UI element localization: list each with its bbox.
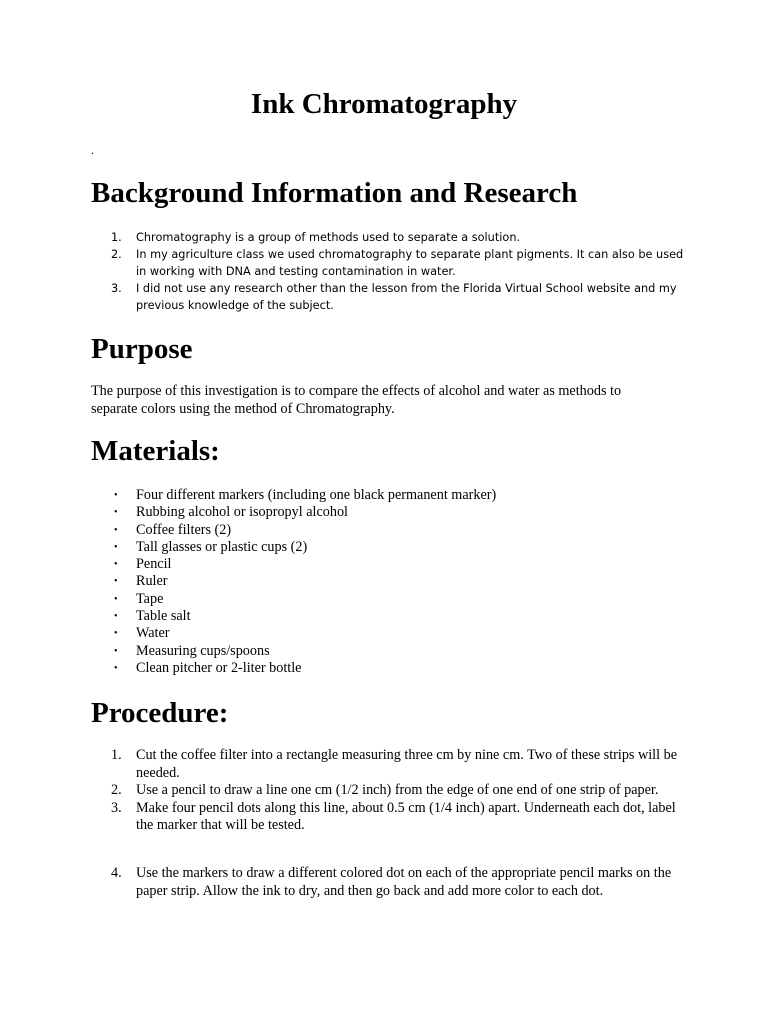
list-item-text: Make four pencil dots along this line, about 0.5 cm (1/4 inch) apart. Underneath each dot, label the marker that will be tested. xyxy=(136,799,676,833)
list-item-text: Measuring cups/spoons xyxy=(136,642,270,659)
procedure-list-continued xyxy=(91,865,691,900)
list-item xyxy=(91,591,691,608)
list-item-text: Tape xyxy=(136,590,164,607)
list-item xyxy=(91,865,691,900)
list-item xyxy=(91,229,691,246)
list-item xyxy=(91,556,691,573)
list-item-text: Tall glasses or plastic cups (2) xyxy=(136,538,308,555)
list-item xyxy=(91,246,691,280)
list-item-text: Table salt xyxy=(136,608,191,625)
list-item xyxy=(91,643,691,660)
list-item-text: Clean pitcher or 2-liter bottle xyxy=(136,659,302,676)
bullet-icon: • xyxy=(114,628,118,640)
list-item xyxy=(91,782,691,800)
list-item-text: Ruler xyxy=(136,573,168,590)
materials-heading: Materials: xyxy=(91,435,220,467)
list-number: 3. xyxy=(111,799,122,816)
procedure-list xyxy=(91,747,691,835)
list-item xyxy=(91,625,691,642)
list-item xyxy=(91,573,691,590)
list-item-text: Pencil xyxy=(136,556,172,573)
list-item xyxy=(91,660,691,677)
list-item-text: I did not use any research other than the lesson from the Florida Virtual School website and my previous knowledge of the subject. xyxy=(136,282,677,312)
bullet-icon: • xyxy=(114,524,118,536)
list-number: 4. xyxy=(111,865,122,881)
list-item xyxy=(91,280,691,314)
list-item-text: Use a pencil to draw a line one cm (1/2 inch) from the edge of one end of one strip of paper. xyxy=(136,782,659,798)
bullet-icon: • xyxy=(114,507,118,519)
page-title: Ink Chromatography xyxy=(250,88,518,120)
list-number: 2. xyxy=(111,782,122,798)
list-number: 1. xyxy=(111,747,122,763)
list-item-text: Cut the coffee filter into a rectangle measuring three cm by nine cm. Two of these strips will be needed. xyxy=(136,747,677,781)
bullet-icon: • xyxy=(114,593,118,605)
list-item xyxy=(91,487,691,504)
list-item-text: Water xyxy=(136,625,170,642)
purpose-heading: Purpose xyxy=(91,333,193,365)
list-item xyxy=(91,800,691,835)
list-item xyxy=(91,504,691,521)
background-list xyxy=(91,229,691,314)
bullet-icon: • xyxy=(114,541,118,553)
bullet-icon: • xyxy=(114,645,118,657)
list-item-text: Chromatography is a group of methods used to separate a solution. xyxy=(136,231,521,244)
list-number: 2. xyxy=(111,248,122,261)
list-item xyxy=(91,608,691,625)
list-item xyxy=(91,522,691,539)
bullet-icon: • xyxy=(114,662,118,674)
background-heading: Background Information and Research xyxy=(91,177,578,209)
list-number: 1. xyxy=(111,231,122,244)
procedure-heading: Procedure: xyxy=(91,697,229,729)
list-number: 3. xyxy=(111,282,122,295)
bullet-icon: • xyxy=(114,559,118,571)
bullet-icon: • xyxy=(114,576,118,588)
list-item-text: Rubbing alcohol or isopropyl alcohol xyxy=(136,504,348,521)
bullet-icon: • xyxy=(114,611,118,623)
purpose-paragraph: The purpose of this investigation is to compare the effects of alcohol and water as methods to separate colors using the method of Chromatography. xyxy=(91,383,622,417)
list-item xyxy=(91,747,691,782)
stray-mark: . xyxy=(91,143,94,157)
list-item xyxy=(91,539,691,556)
list-item-text: In my agriculture class we used chromatography to separate plant pigments. It can also be used in working with DNA and testing contamination in water. xyxy=(136,248,684,278)
list-item-text: Use the markers to draw a different colored dot on each of the appropriate pencil marks on the paper strip. Allow the ink to dry, and then go back and add more color to each dot. xyxy=(136,865,672,899)
list-item-text: Coffee filters (2) xyxy=(136,521,232,538)
materials-list xyxy=(91,487,691,677)
bullet-icon: • xyxy=(114,490,118,501)
list-item-text: Four different markers (including one black permanent marker) xyxy=(136,487,497,503)
